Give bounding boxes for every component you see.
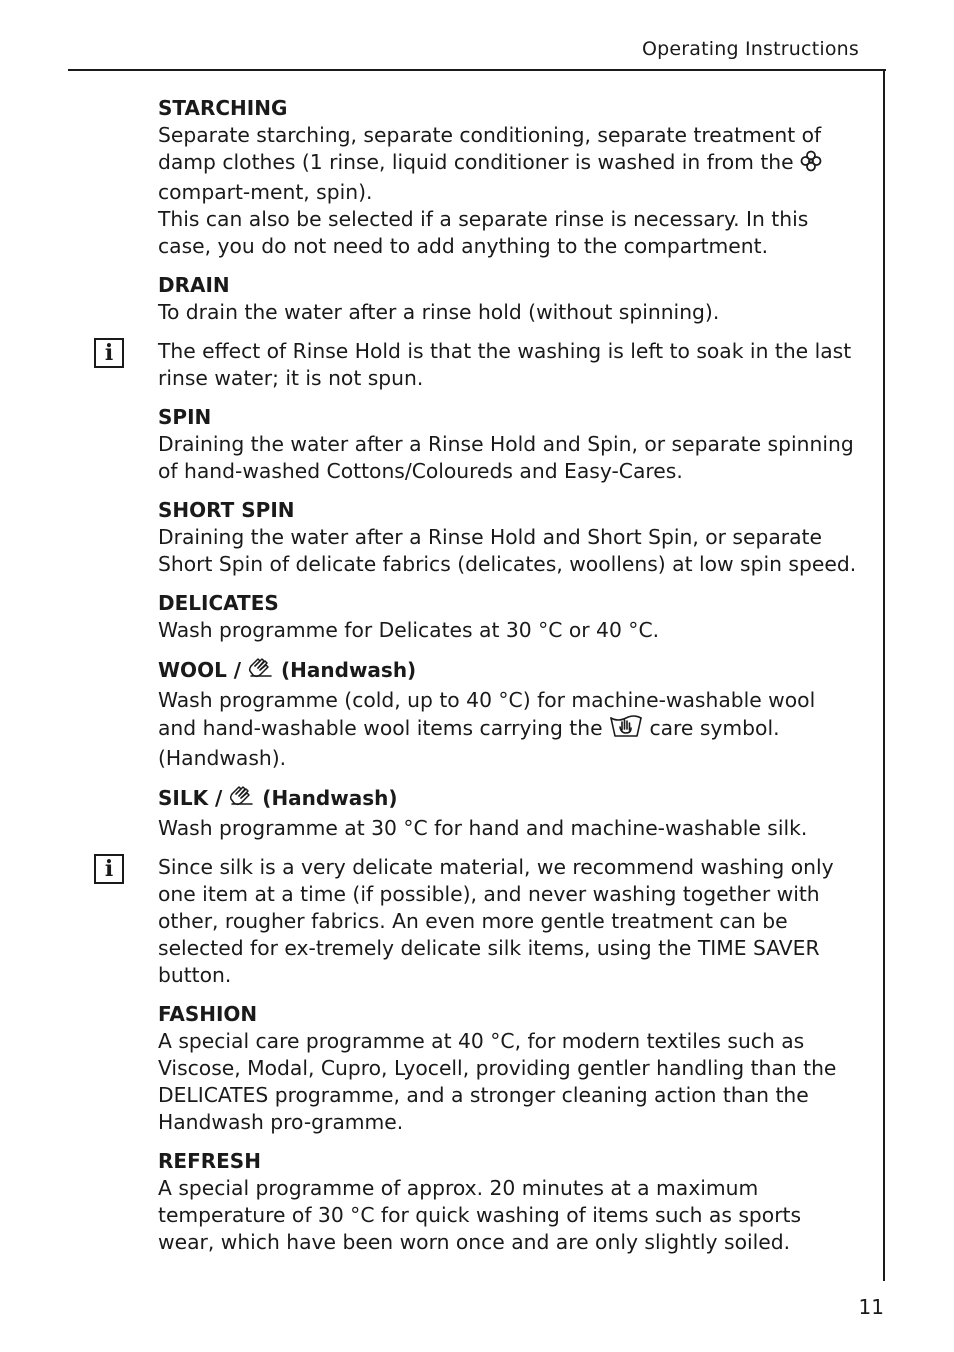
section-short-spin <box>158 497 858 578</box>
section-text: Draining the water after a Rinse Hold and Short Spin, or separate Short Spin of delicate fabrics (delicates, woollens) at low spin speed. <box>158 525 857 576</box>
section-spin <box>158 404 858 485</box>
section-heading: STARCHING <box>158 96 288 120</box>
note-text: The effect of Rinse Hold is that the washing is left to soak in the last rinse water; it is not spun. <box>158 339 852 390</box>
hand-icon <box>229 784 255 815</box>
section-text: A special programme of approx. 20 minutes at a maximum temperature of 30 °C for quick washing of items such as sports wear, which have been worn once and are only slightly soiled. <box>158 1176 802 1254</box>
section-wool <box>158 656 858 772</box>
section-heading: WOOL / (Handwash) <box>158 656 858 687</box>
info-icon: i <box>94 854 124 884</box>
section-text: Draining the water after a Rinse Hold and Spin, or separate spinning of hand-washed Cottons/Coloureds and Easy-Cares. <box>158 432 854 483</box>
page-header: Operating Instructions <box>641 38 859 60</box>
section-text: A special care programme at 40 °C, for modern textiles such as Viscose, Modal, Cupro, Lyocell, providing gentler handling than the DELICATES programme, and a stronger cleaning action than the Handwash pro-gramme. <box>158 1029 837 1134</box>
section-starching <box>158 95 858 260</box>
note-rinse-hold <box>104 338 858 392</box>
section-heading: DRAIN <box>158 273 230 297</box>
handwash-care-symbol-icon <box>609 714 643 745</box>
section-heading: REFRESH <box>158 1149 261 1173</box>
page-number: 11 <box>858 1295 884 1319</box>
section-text: Wash programme for Delicates at 30 °C or 40 °C. <box>158 618 660 642</box>
info-icon: i <box>94 338 124 368</box>
header-rule <box>68 69 886 71</box>
section-heading: DELICATES <box>158 591 279 615</box>
section-fashion <box>158 1001 858 1136</box>
hand-icon <box>248 656 274 687</box>
note-silk <box>104 854 858 989</box>
flower-conditioner-icon <box>800 150 822 179</box>
section-text: To drain the water after a rinse hold (without spinning). <box>158 300 720 324</box>
section-text: Wash programme at 30 °C for hand and machine-washable silk. <box>158 816 808 840</box>
section-silk <box>158 784 858 842</box>
section-heading: SHORT SPIN <box>158 498 295 522</box>
section-heading: FASHION <box>158 1002 258 1026</box>
section-text: Separate starching, separate conditioning, separate treatment of damp clothes (1 rinse, liquid conditioner is washed in from the compart-ment, spin). This can also be selected if a separate rinse is necessary. In this case, you do not need to add anything to the compartment. <box>158 123 822 258</box>
section-heading: SILK / (Handwash) <box>158 784 858 815</box>
margin-rule <box>883 69 885 1281</box>
section-heading: SPIN <box>158 405 212 429</box>
section-delicates <box>158 590 858 644</box>
section-text: Wash programme (cold, up to 40 °C) for machine-washable wool and hand-washable wool items carrying the care symbol. (Handwash). <box>158 688 816 770</box>
section-refresh <box>158 1148 858 1256</box>
page-content <box>104 95 858 1268</box>
note-text: Since silk is a very delicate material, we recommend washing only one item at a time (if possible), and never washing together with other, rougher fabrics. An even more gentle treatment can be selected for ex-tremely delicate silk items, using the TIME SAVER button. <box>158 855 834 987</box>
section-drain <box>158 272 858 326</box>
